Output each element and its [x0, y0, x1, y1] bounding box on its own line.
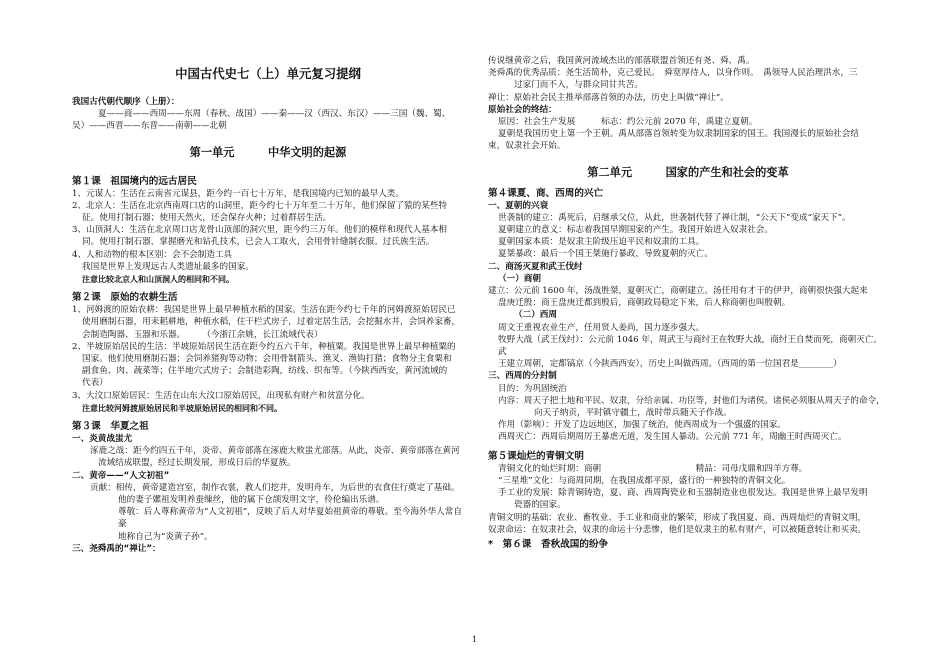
- text-line: 他的妻子嫘祖发明养蚕缫丝，他的属下仓颉发明文字，伶伦编出乐谱。: [118, 495, 385, 506]
- text-line: 过家门而不入，与群众同甘共苦。: [514, 80, 643, 91]
- text-line: 奴隶命运：在奴隶社会，奴隶的命运十分悲惨，他们是奴隶主的私有财产，可以被随意转让和买卖。: [488, 524, 867, 535]
- lesson-heading: 第５课灿烂的青铜文明: [488, 450, 584, 462]
- text-line: 夏朝国家本质：是奴隶主阶级压迫平民和奴隶的工具。: [498, 237, 705, 248]
- dynasty-line: 吴）——西晋——东晋——南朝——北朝: [72, 121, 227, 132]
- text-line: 会制造陶器、玉器和乐器。 （今浙江余姚，长江流域代表）: [82, 329, 323, 340]
- text-line: 3、大汶口原始居民：生活在山东大汶口原始居民，出现私有财产和贫富分化。: [72, 390, 370, 401]
- text-line: 征。使用打制石器；使用天然火，还会保存火种；过着群居生活。: [82, 213, 332, 224]
- text-line: 王建立周朝，定都镐京（今陕西西安），历史上叫做西周。（西周的第一位国君是________）: [498, 359, 842, 370]
- text-line: 代表）: [82, 378, 108, 389]
- unit-heading: 第一单元 中华文明的起源: [189, 145, 347, 159]
- text-line: 地称自己为“炎黄子孙”。: [118, 531, 213, 542]
- text-line: 1、元谋人：生活在云南省元谋县，距今约一百七十万年，是我国境内已知的最早人类。: [72, 188, 405, 199]
- lesson-heading: * 第６课 香秋战国的纷争: [488, 538, 609, 550]
- text-line: 夏朝建立的意义：标志着我国早期国家的产生。我国开始进入奴隶社会。: [498, 225, 774, 236]
- text-line: 贡献：相传，黄帝建造宫室，制作衣裳，教人们挖井，发明舟车，为后世的衣食住行奠定了基础。: [90, 482, 460, 493]
- note-line: 注意比较北京人和山顶洞人的相同和不同。: [82, 274, 234, 285]
- text-line: 涿鹿之战：距今约四五千年，炎帝、黄帝部落在涿鹿大败蚩尤部落。从此，炎帝、黄帝部落在黄河: [90, 446, 460, 457]
- text-line: “三星堆”文化：与商周同期，在我国成都平原，盛行的一种独特的青铜文化。: [498, 475, 791, 486]
- text-line: 尊敬：后人尊称黄帝为“人文初祖”，反映了后人对华夏始祖黄帝的尊敬。至今海外华人常自豪: [118, 507, 462, 530]
- text-line: 向天子纳贡，平时镇守疆土，战时带兵随天子作战。: [534, 408, 732, 419]
- text-line: 作用（影响）：开发了边远地区，加强了统治，使西周成为一个强盛的国家。: [498, 420, 786, 431]
- text-line: 2、半坡原始居民的生活：半坡原始居民生活在距今约五六千年，种植粟。我国是世界上最早种植粟的: [72, 341, 456, 352]
- text-line: 传说继黄帝之后，我国黄河流域杰出的部落联盟首领还有尧、舜、禹。: [488, 56, 755, 66]
- text-line: 原因：社会生产发展 标志：约公元前 2070 年，禹建立夏朝。: [498, 117, 758, 128]
- unit-heading: 第二单元 国家的产生和社会的变革: [587, 165, 789, 179]
- lesson-heading: 第２课 原始的农耕生活: [72, 292, 178, 304]
- text-line: 使用磨制石器，用耒耜耕地，种植水稻，住干栏式房子，过着定居生活，会挖掘水井，会饲养家畜，: [82, 317, 461, 328]
- dynasty-heading: 我国古代朝代顺序（上册）：: [72, 97, 180, 107]
- note-line: 注意比较河姆渡原始居民和半坡原始居民的相同和不同。: [82, 402, 282, 413]
- dynasty-line: 夏——商——西周——东周（春秋、战国）——秦——汉（西汉、东汉）——三国（魏、蜀、: [98, 109, 451, 120]
- text-line: 夏桀暴政：最后一个国王桀施行暴政，导致夏朝的灭亡。: [498, 249, 713, 260]
- text-line: 盘庚迁殷：商王盘庚迁都到殷后，商朝政局稳定下来，后人称商朝也叫殷朝。: [498, 298, 791, 309]
- text-line: 二、黄帝——“人文初祖”: [72, 470, 170, 481]
- right-column: [488, 55, 888, 551]
- text-line: 副食鱼、肉、蔬菜等；住半地穴式房子；会制造彩陶，纺线、织布等。（今陕西西安，黄河流域的: [82, 366, 448, 377]
- text-line: 2、北京人：生活在北京西南周口店的山洞里，距今约七十万年至二十万年，他们保留了猿的某些特: [72, 200, 448, 211]
- page-title: 中国古代史七（上）单元复习提纲: [175, 66, 361, 81]
- page-number: 1: [472, 635, 478, 644]
- text-line: 目的：为巩固统治: [498, 383, 567, 394]
- text-line: 青铜文化的灿烂时期：商朝 精品：司母戊鼎和四羊方尊。: [498, 463, 808, 474]
- text-line: 一、炎黄战蚩尤: [72, 434, 133, 445]
- text-line: 1、河姆渡的原始农耕：我国是世界上最早种植水稻的国家。生活在距今约七千年的河姆渡原始居民已: [72, 305, 456, 316]
- text-line: 流域结成联盟，经过长期发展，形成日后的华夏族。: [98, 458, 296, 469]
- text-line: 牧野大战（武王伐纣）：公元前 1046 年，周武王与商纣王在牧野大战，商纣王自焚而死，商朝灭亡。武: [498, 334, 882, 358]
- text-line: 同。使用打制石器，掌握磨光和钻孔技术，已会人工取火，会用骨针缝制衣服。过氏族生活。: [82, 237, 435, 248]
- text-line: （一）商朝: [498, 273, 541, 284]
- text-line: 4、人和动物的根本区别：会不会制造工具: [72, 249, 233, 260]
- text-line: （二）西周: [514, 310, 557, 321]
- text-line: 青铜文明的基础：农业、畜牧业、手工业和商业的繁荣，形成了我国夏、商、西周灿烂的青铜文明，: [488, 512, 867, 523]
- text-line: 一、夏朝的兴衰: [488, 200, 549, 211]
- text-line: 西周灭亡：西周后期周厉王暴虐无道，发生国人暴动。公元前 771 年，周幽王时西周灭亡。: [498, 432, 847, 443]
- text-line: 束，奴隶社会开始。: [488, 141, 566, 152]
- text-line: 手工业的发展：除青铜铸造，夏、商、西周陶瓷业和玉器制造业也很发达。我国是世界上最早发明: [498, 488, 868, 499]
- text-line: 夏朝是我国历史上第一个王朝。禹从部落首领转变为奴隶制国家的国王。我国漫长的原始社会结: [498, 129, 859, 140]
- text-line: 二、商汤灭夏和武王伐纣: [488, 261, 583, 272]
- text-line: 3、山顶洞人：生活在北京周口店龙骨山顶部的洞穴里，距今约三万年。他们的模样和现代人基本相: [72, 225, 448, 236]
- text-line: 瓷器的国家。: [514, 500, 566, 511]
- text-line: 禅让：原始社会民主推举部落首领的办法，历史上叫做“禅让”。: [488, 92, 729, 103]
- lesson-heading: 第３课 华夏之祖: [72, 421, 149, 433]
- text-line: 周文王重视农业生产，任用贤人姜尚，国力逐步强大。: [498, 322, 705, 333]
- lesson-heading: 第１课 祖国境内的远古居民: [72, 175, 197, 187]
- text-line: 三、西周的分封制: [488, 371, 557, 382]
- text-line: 建立：公元前 1600 年，汤战胜桀，夏朝灭亡，商朝建立。汤任用有才干的伊尹，商朝很快强大起来: [488, 286, 868, 297]
- text-line: 国家。他们使用磨制石器；会饲养猪狗等动物；会用骨制箭头、渔叉、渔钩打猎；食物分主食粟和: [82, 354, 452, 365]
- text-line: 世袭制的建立：禹死后，启继承父位，从此，世袭制代替了禅让制，“公天下”变成“家天下”。: [498, 212, 851, 223]
- text-line: 我国是世界上发现远古人类遗址最多的国家。: [82, 261, 254, 272]
- lesson-heading: 第４课夏、商、西周的兴亡: [488, 187, 604, 199]
- text-line: 三、尧舜禹的“禅让”：: [72, 543, 161, 554]
- left-column: [72, 55, 464, 555]
- text-line: 内容：周天子把土地和平民、奴隶，分给亲属、功臣等，封他们为诸侯。诸侯必须服从周天子的命令，: [498, 395, 885, 406]
- text-line: 原始社会的终结：: [488, 104, 557, 115]
- text-line: 尧舜禹的优秀品质：尧生活简朴，克己爱民。 舜宽厚待人，以身作则。 禹领导人民治理洪水，三: [488, 68, 858, 79]
